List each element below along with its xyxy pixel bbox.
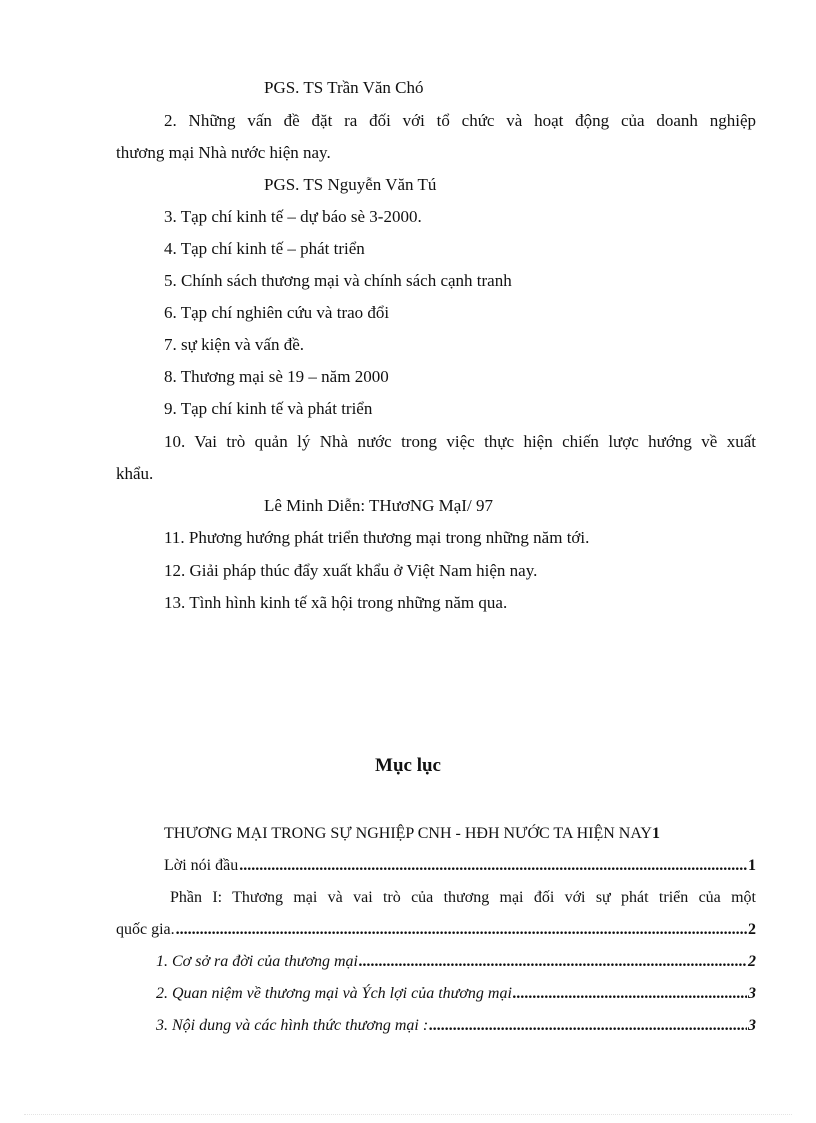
toc-entry-3-page: 3 bbox=[748, 1017, 756, 1034]
reference-item-10-line-2: khẩu. bbox=[116, 464, 154, 483]
toc-entry-part1-page: 2 bbox=[748, 921, 756, 938]
toc-leader-dots bbox=[429, 1016, 747, 1036]
reference-item-4: 4. Tạp chí kinh tế – phát triển bbox=[164, 239, 365, 258]
toc-entry-2[interactable] bbox=[156, 984, 756, 1004]
toc-leader-dots bbox=[359, 952, 747, 972]
reference-item-5: 5. Chính sách thương mại và chính sách cạnh tranh bbox=[164, 271, 512, 290]
toc-leader-dots bbox=[239, 856, 747, 876]
reference-item-11: 11. Phương hướng phát triển thương mại trong những năm tới. bbox=[164, 528, 590, 547]
page-bottom-rule bbox=[24, 1114, 792, 1115]
reference-item-7: 7. sự kiện và vấn đề. bbox=[164, 335, 304, 354]
reference-item-3: 3. Tạp chí kinh tế – dự báo sè 3-2000. bbox=[164, 207, 422, 226]
toc-entry-1-page: 2 bbox=[748, 953, 756, 970]
reference-author-3: Lê Minh Diễn: THươNG MạI/ 97 bbox=[264, 496, 493, 515]
toc-heading-page: 1 bbox=[651, 825, 660, 842]
toc-part1-line-1: Phần I: Thương mại và vai trò của thương mại đối với sự phát triển của một bbox=[170, 889, 756, 906]
toc-entry-intro-page: 1 bbox=[748, 857, 756, 874]
reference-item-6: 6. Tạp chí nghiên cứu và trao đổi bbox=[164, 303, 390, 322]
toc-part1-line-2: quốc gia. bbox=[116, 921, 175, 938]
toc-entry-2-page: 3 bbox=[748, 985, 756, 1002]
toc-entry-part1[interactable] bbox=[116, 920, 756, 940]
toc-title: Mục lục bbox=[375, 755, 441, 776]
toc-entry-3[interactable] bbox=[156, 1016, 756, 1036]
reference-item-8: 8. Thương mại sè 19 – năm 2000 bbox=[164, 367, 389, 386]
reference-item-9: 9. Tạp chí kinh tế và phát triển bbox=[164, 399, 373, 418]
toc-entry-intro[interactable] bbox=[164, 856, 756, 876]
toc-heading-text: THƯƠNG MẠI TRONG SỰ NGHIỆP CNH - HĐH NƯỚC TA HIỆN NAY bbox=[164, 825, 652, 842]
toc-entry-3-text: 3. Nội dung và các hình thức thương mại : bbox=[156, 1017, 429, 1034]
toc-entry-1[interactable] bbox=[156, 952, 756, 972]
toc-leader-dots bbox=[176, 920, 747, 940]
reference-item-10-line-1: 10. Vai trò quản lý Nhà nước trong việc thực hiện chiến lược hướng về xuất bbox=[164, 432, 756, 451]
reference-item-2-line-2: thương mại Nhà nước hiện nay. bbox=[116, 143, 331, 162]
reference-item-12: 12. Giải pháp thúc đẩy xuất khẩu ở Việt Nam hiện nay. bbox=[164, 561, 538, 580]
toc-entry-1-text: 1. Cơ sở ra đời của thương mại bbox=[156, 953, 358, 970]
reference-item-13: 13. Tình hình kinh tế xã hội trong những năm qua. bbox=[164, 593, 508, 612]
reference-author-2: PGS. TS Nguyễn Văn Tú bbox=[264, 175, 437, 194]
toc-heading[interactable] bbox=[164, 824, 766, 844]
toc-entry-2-text: 2. Quan niệm về thương mại và Ých lợi của thương mại bbox=[156, 985, 512, 1002]
reference-item-2-line-1: 2. Những vấn đề đặt ra đối với tổ chức và hoạt động của doanh nghiệp bbox=[164, 111, 756, 130]
toc-leader-dots bbox=[513, 984, 747, 1004]
toc-entry-intro-text: Lời nói đầu bbox=[164, 857, 239, 874]
reference-author-1: PGS. TS Trần Văn Chó bbox=[264, 78, 424, 97]
